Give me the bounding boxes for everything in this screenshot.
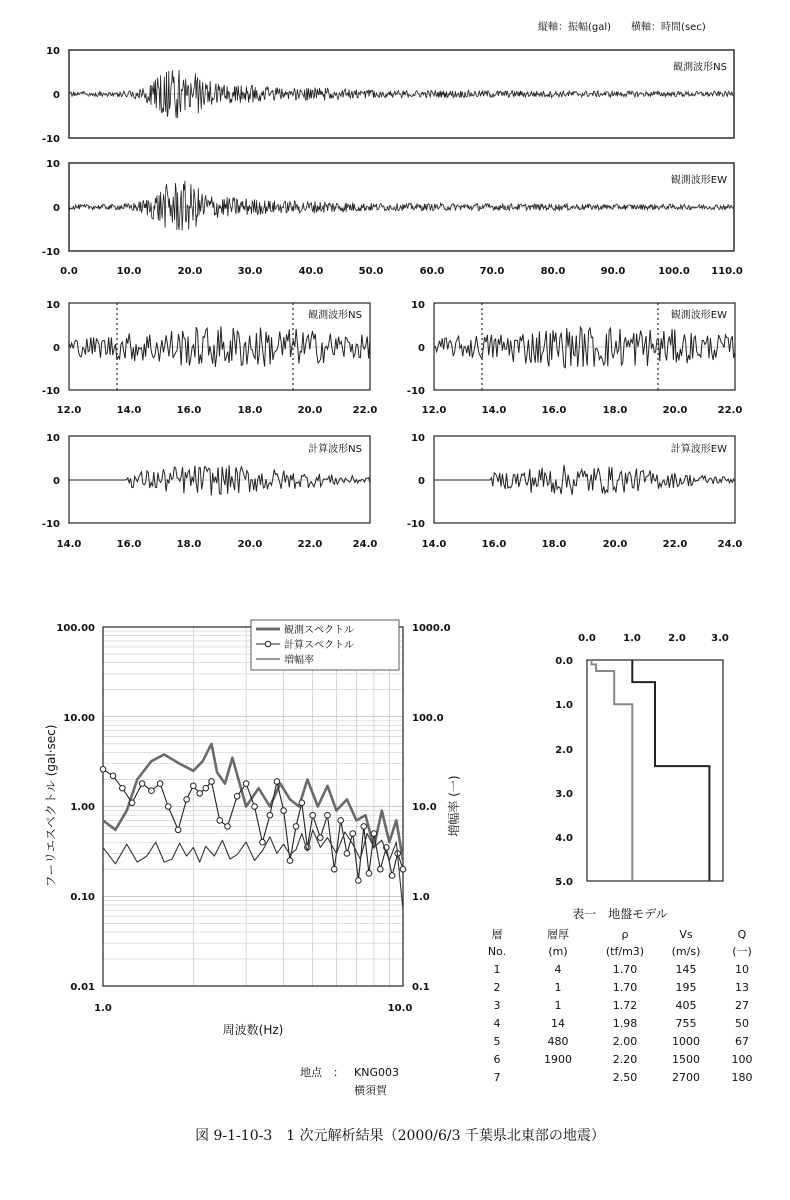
label-full-ew: 観測波形EW [670,175,727,186]
y2tick: 1.0 [412,892,430,903]
ytick: 10.00 [63,713,95,724]
ytick: -10 [406,386,425,397]
table-cell: 4 [493,1017,501,1030]
xtick: 24.0 [352,539,378,550]
table-row [494,999,750,1012]
figure-caption: 図 9-1-10-3 1 次元解析結果（2000/6/3 千葉県北東部の地震） [195,1128,605,1144]
table-cell: 180 [731,1071,753,1084]
spectrum-point [203,785,209,791]
header-cell: 層厚 [547,928,569,941]
ytick: 0.01 [70,982,95,993]
ytick: 0 [418,343,425,354]
x-ticks-full [60,266,743,277]
xtick: 14.0 [116,405,142,416]
spectrum-point [325,812,331,818]
table-row [494,1053,753,1066]
profile-line [592,660,633,881]
xtick: 1.0 [623,633,641,644]
spectrum-point [287,858,293,864]
xtick: 60.0 [419,266,445,277]
ytick: 0 [418,476,425,487]
panel-calc-ns [42,433,377,550]
table-cell: 7 [493,1071,501,1084]
table-cell: 1 [554,999,562,1012]
table-cell: 1 [493,963,501,976]
table-header [488,928,752,958]
xtick: 22.0 [352,405,378,416]
spectrum-point [191,783,197,789]
table-cell: 4 [554,963,562,976]
xtick: 18.0 [602,405,628,416]
spectrum-point [377,866,383,872]
spectrum-point [184,797,190,803]
panel-obs-ew [407,300,742,416]
spectrum-point [361,824,367,830]
spectrum-point [197,791,203,797]
spectrum-point [371,831,377,837]
y2tick: 1000.0 [412,623,451,634]
xtick: 100.0 [658,266,690,277]
xtick: 12.0 [56,405,82,416]
table-cell: 145 [675,963,697,976]
y2tick: 0.1 [412,982,430,993]
site-name: 横須賀 [354,1084,387,1097]
xtick: 18.0 [541,539,567,550]
table-cell: 10 [735,963,749,976]
spectrum-line [103,769,403,880]
site-label: 地点 ： [300,1066,344,1079]
panel-obs-ns [42,300,377,416]
table-cell: 755 [675,1017,697,1030]
label-obs-ns: 観測波形NS [308,310,362,321]
xtick: 10.0 [116,266,142,277]
table-cell: 1.70 [612,981,638,994]
table-row [494,1035,750,1048]
spectrum-point [400,866,406,872]
spectrum-point [331,866,337,872]
xtick: 0.0 [60,266,78,277]
table-title: 表一 地盤モデル [572,907,668,921]
table-cell: 14 [551,1017,565,1030]
xtick: 110.0 [711,266,743,277]
ytick: 10 [46,433,60,444]
ytick: 0 [53,203,60,214]
xtick: 22.0 [662,539,688,550]
xtick: 40.0 [298,266,324,277]
xtick: 20.0 [177,266,203,277]
soil-model-table [488,906,753,1084]
ytick: -10 [41,134,60,145]
spectrum-point [217,818,223,824]
ytick: 0 [53,90,60,101]
table-cell: 2 [493,981,501,994]
xtick: 2.0 [668,633,686,644]
header-cell: ρ [621,928,629,941]
spectrum-point [344,851,350,857]
xtick: 14.0 [421,539,447,550]
profile-series [592,660,710,881]
spectrum-point [338,818,344,824]
table-cell: 1900 [544,1053,572,1066]
ytick: 3.0 [555,789,573,800]
ytick: 100.00 [56,623,95,634]
table-cell: 195 [675,981,697,994]
ytick: 10 [46,300,60,311]
label-calc-ns: 計算波形NS [308,444,362,455]
site-info [300,1065,399,1097]
ytick: 0 [53,343,60,354]
legend-calculated: 計算スペクトル [284,640,354,651]
table-cell: 13 [735,981,749,994]
spectrum-point [129,800,135,806]
y2tick: 10.0 [412,802,437,813]
spectrum-point [100,766,106,772]
table-cell: 1000 [672,1035,700,1048]
legend-observed: 観測スペクトル [284,625,354,636]
ytick: 2.0 [555,745,573,756]
xtick: 30.0 [237,266,263,277]
spectrum-point [209,779,215,785]
axes-note: 縦軸：振幅(gal) 横軸：時間(sec) [538,22,706,33]
xtick: 18.0 [237,405,263,416]
table-row [494,981,750,994]
spectrum-series [100,744,406,910]
unit-cell: (m) [548,945,568,958]
legend-ratio: 増幅率 [284,655,314,666]
spectrum-point [120,785,126,791]
xtick: 10.0 [387,1003,413,1014]
spectrum-point [310,812,316,818]
table-cell: 5 [493,1035,501,1048]
panel-calc-ew [407,433,742,550]
table-cell: 2.20 [612,1053,638,1066]
y2-axis-label: 増幅率 (一) [447,775,461,837]
ytick: 10 [411,433,425,444]
table-cell: 2700 [672,1071,700,1084]
table-cell: 1.72 [612,999,638,1012]
ytick: 4.0 [555,833,573,844]
table-cell: 2.50 [612,1071,638,1084]
table-row [494,1017,750,1030]
table-cell: 3 [493,999,501,1012]
xtick: 20.0 [662,405,688,416]
xtick: 50.0 [358,266,384,277]
ytick: 0.0 [555,656,573,667]
waveform-full-ew [69,181,734,231]
spectrum-point [274,779,280,785]
unit-cell: (一) [732,945,752,958]
table-cell: 1 [554,981,562,994]
unit-cell: No. [487,945,507,958]
spectrum-point [260,839,266,845]
table-cell: 100 [731,1053,753,1066]
panel-full-ew [42,159,743,277]
xtick: 18.0 [176,539,202,550]
panel-spectrum [44,620,461,1037]
table-body [494,963,753,1084]
xtick: 0.0 [578,633,596,644]
profile-line [632,660,709,881]
xtick: 80.0 [540,266,566,277]
xtick: 12.0 [421,405,447,416]
spectrum-point [293,824,299,830]
spectrum-point [225,824,231,830]
spectrum-point [317,835,323,841]
spectrum-point [299,800,305,806]
spectrum-point [110,773,116,779]
xtick: 3.0 [711,633,729,644]
waveform-obs-ew [434,327,735,368]
table-cell: 6 [493,1053,501,1066]
table-cell: 480 [547,1035,569,1048]
y2tick: 100.0 [412,713,444,724]
ytick: 10 [46,159,60,170]
ytick: 1.0 [555,700,573,711]
unit-cell: (tf/m3) [605,945,645,958]
xtick: 70.0 [479,266,505,277]
xtick: 90.0 [600,266,626,277]
ytick: -10 [41,247,60,258]
table-cell: 2.00 [612,1035,638,1048]
header-cell: Q [737,928,747,941]
label-calc-ew: 計算波形EW [670,444,727,455]
xtick: 22.0 [717,405,743,416]
ytick: 1.00 [70,802,95,813]
table-row [494,1071,753,1084]
ytick: 10 [411,300,425,311]
spectrum-point [389,873,395,879]
unit-cell: (m/s) [671,945,701,958]
ytick: -10 [406,519,425,530]
xtick: 14.0 [56,539,82,550]
ytick: 0.10 [70,892,95,903]
ytick: -10 [41,519,60,530]
legend [251,620,399,670]
table-cell: 50 [735,1017,749,1030]
spectrum-point [157,781,163,787]
legend-marker [265,641,271,647]
spectrum-point [139,781,145,787]
table-cell: 1.70 [612,963,638,976]
label-obs-ew: 観測波形EW [670,310,727,321]
header-cell: Vs [679,928,693,941]
label-full-ns: 観測波形NS [673,62,727,73]
xtick: 20.0 [297,405,323,416]
spectrum-point [243,781,249,787]
xtick: 22.0 [297,539,323,550]
spectrum-point [281,808,287,814]
spectrum-point [234,793,240,799]
spectrum-point [350,831,356,837]
spectrum-point [366,871,372,877]
spectrum-line [103,830,403,910]
site-code: KNG003 [354,1066,399,1079]
spectrum-point [267,812,273,818]
xtick: 16.0 [176,405,202,416]
xtick: 20.0 [237,539,263,550]
xtick: 16.0 [116,539,142,550]
ytick: 10 [46,46,60,57]
xtick: 20.0 [602,539,628,550]
table-row [494,963,750,976]
panel-profile [555,633,729,888]
spectrum-point [252,804,258,810]
xtick: 24.0 [717,539,743,550]
table-cell: 1.98 [612,1017,638,1030]
header-cell: 層 [491,928,503,941]
spectrum-point [149,788,155,794]
xtick: 1.0 [94,1003,112,1014]
panel-full-ns [42,46,734,145]
ytick: 5.0 [555,877,573,888]
table-cell: 67 [735,1035,749,1048]
spectrum-point [175,827,181,833]
spectrum-point [165,804,171,810]
ytick: 0 [53,476,60,487]
y-axis-label: フーリエスペクトル (gal·sec) [44,724,58,888]
xtick: 16.0 [481,539,507,550]
table-cell: 27 [735,999,749,1012]
ytick: -10 [41,386,60,397]
xtick: 16.0 [541,405,567,416]
spectrum-point [356,878,362,884]
table-cell: 405 [675,999,697,1012]
table-cell: 1500 [672,1053,700,1066]
xtick: 14.0 [481,405,507,416]
x-axis-label: 周波数(Hz) [222,1023,284,1037]
